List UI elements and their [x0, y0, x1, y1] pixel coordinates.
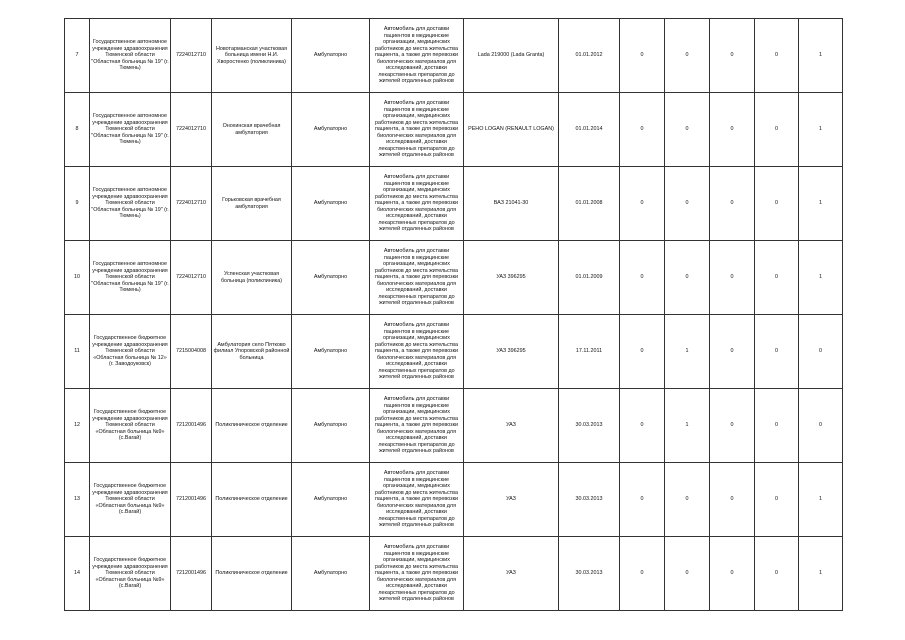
- count-cell-5: 0: [799, 389, 843, 463]
- subdivision-cell: Амбулатория село Пятково филиал Упоровской районной больница: [212, 315, 292, 389]
- inn-cell: 7212001496: [171, 537, 212, 611]
- vehicle-model-cell: ВАЗ 21041-30: [464, 167, 559, 241]
- count-cell-5: 1: [799, 167, 843, 241]
- commission-date-cell: 01.01.2009: [559, 241, 620, 315]
- subdivision-cell: Новотарманская участковая больница имени Н.И. Хворостенко (поликлиника): [212, 19, 292, 93]
- organization-cell: Государственное автономное учреждение здравоохранения Тюменской области "Областная больница № 19" (г. Тюмень): [90, 19, 171, 93]
- count-cell-1: 0: [620, 463, 665, 537]
- inn-cell: 7212001496: [171, 389, 212, 463]
- count-cell-1: 0: [620, 389, 665, 463]
- row-number-cell: 11: [65, 315, 90, 389]
- row-number-cell: 8: [65, 93, 90, 167]
- count-cell-4: 0: [755, 93, 799, 167]
- count-cell-4: 0: [755, 19, 799, 93]
- count-cell-5: 0: [799, 315, 843, 389]
- inn-cell: 7224012710: [171, 19, 212, 93]
- count-cell-1: 0: [620, 19, 665, 93]
- count-cell-3: 0: [710, 19, 755, 93]
- vehicle-purpose-cell: Автомобиль для доставки пациентов в медицинские организации, медицинских работников до места жительства пациента, а также для перевозки биологических материалов для исследований, доставки лекарственных препаратов до жителей отдаленных районов: [370, 167, 464, 241]
- vehicle-purpose-cell: Автомобиль для доставки пациентов в медицинские организации, медицинских работников до места жительства пациента, а также для перевозки биологических материалов для исследований, доставки лекарственных препаратов до жителей отдаленных районов: [370, 19, 464, 93]
- vehicle-registry-table: [64, 18, 843, 611]
- table-body: [65, 19, 843, 611]
- vehicle-model-cell: УАЗ 396295: [464, 241, 559, 315]
- count-cell-1: 0: [620, 93, 665, 167]
- subdivision-cell: Поликлиническое отделение: [212, 389, 292, 463]
- table-row: [65, 167, 843, 241]
- care-type-cell: Амбулаторно: [292, 315, 370, 389]
- vehicle-model-cell: УАЗ: [464, 463, 559, 537]
- care-type-cell: Амбулаторно: [292, 389, 370, 463]
- row-number-cell: 14: [65, 537, 90, 611]
- row-number-cell: 7: [65, 19, 90, 93]
- vehicle-purpose-cell: Автомобиль для доставки пациентов в медицинские организации, медицинских работников до места жительства пациента, а также для перевозки биологических материалов для исследований, доставки лекарственных препаратов до жителей отдаленных районов: [370, 389, 464, 463]
- count-cell-4: 0: [755, 241, 799, 315]
- subdivision-cell: Успенская участковая больница (поликлиника): [212, 241, 292, 315]
- subdivision-cell: Поликлиническое отделение: [212, 537, 292, 611]
- vehicle-model-cell: Lada 219000 (Lada Granta): [464, 19, 559, 93]
- organization-cell: Государственное автономное учреждение здравоохранения Тюменской области "Областная больница № 19" (г. Тюмень): [90, 167, 171, 241]
- row-number-cell: 13: [65, 463, 90, 537]
- table-row: [65, 463, 843, 537]
- count-cell-3: 0: [710, 537, 755, 611]
- inn-cell: 7212001496: [171, 463, 212, 537]
- row-number-cell: 12: [65, 389, 90, 463]
- vehicle-purpose-cell: Автомобиль для доставки пациентов в медицинские организации, медицинских работников до места жительства пациента, а также для перевозки биологических материалов для исследований, доставки лекарственных препаратов до жителей отдаленных районов: [370, 93, 464, 167]
- count-cell-3: 0: [710, 93, 755, 167]
- commission-date-cell: 30.03.2013: [559, 537, 620, 611]
- row-number-cell: 10: [65, 241, 90, 315]
- count-cell-1: 0: [620, 241, 665, 315]
- care-type-cell: Амбулаторно: [292, 537, 370, 611]
- count-cell-2: 0: [665, 167, 710, 241]
- inn-cell: 7224012710: [171, 167, 212, 241]
- inn-cell: 7224012710: [171, 93, 212, 167]
- organization-cell: Государственное бюджетное учреждение здравоохранения Тюменской области «Областная больница № 12» (г. Заводоуковск): [90, 315, 171, 389]
- commission-date-cell: 01.01.2008: [559, 167, 620, 241]
- count-cell-5: 1: [799, 537, 843, 611]
- row-number-cell: 9: [65, 167, 90, 241]
- count-cell-2: 0: [665, 93, 710, 167]
- count-cell-5: 1: [799, 463, 843, 537]
- table-row: [65, 93, 843, 167]
- vehicle-purpose-cell: Автомобиль для доставки пациентов в медицинские организации, медицинских работников до места жительства пациента, а также для перевозки биологических материалов для исследований, доставки лекарственных препаратов до жителей отдаленных районов: [370, 241, 464, 315]
- commission-date-cell: 01.01.2012: [559, 19, 620, 93]
- commission-date-cell: 30.03.2013: [559, 389, 620, 463]
- care-type-cell: Амбулаторно: [292, 93, 370, 167]
- table-row: [65, 19, 843, 93]
- count-cell-3: 0: [710, 463, 755, 537]
- care-type-cell: Амбулаторно: [292, 19, 370, 93]
- organization-cell: Государственное бюджетное учреждение здравоохранения Тюменской области «Областная больница №9» (с.Вагай): [90, 537, 171, 611]
- count-cell-3: 0: [710, 315, 755, 389]
- vehicle-model-cell: УАЗ: [464, 537, 559, 611]
- vehicle-model-cell: УАЗ: [464, 389, 559, 463]
- commission-date-cell: 17.11.2011: [559, 315, 620, 389]
- subdivision-cell: Поликлиническое отделение: [212, 463, 292, 537]
- count-cell-3: 0: [710, 389, 755, 463]
- care-type-cell: Амбулаторно: [292, 167, 370, 241]
- count-cell-5: 1: [799, 93, 843, 167]
- count-cell-2: 0: [665, 463, 710, 537]
- organization-cell: Государственное автономное учреждение здравоохранения Тюменской области "Областная больница № 19" (г. Тюмень): [90, 93, 171, 167]
- count-cell-1: 0: [620, 537, 665, 611]
- vehicle-model-cell: РЕНО LOGAN (RENAULT LOGAN): [464, 93, 559, 167]
- table-row: [65, 389, 843, 463]
- count-cell-1: 0: [620, 167, 665, 241]
- count-cell-5: 1: [799, 241, 843, 315]
- organization-cell: Государственное автономное учреждение здравоохранения Тюменской области "Областная больница № 19" (г. Тюмень): [90, 241, 171, 315]
- commission-date-cell: 01.01.2014: [559, 93, 620, 167]
- count-cell-2: 0: [665, 537, 710, 611]
- inn-cell: 7215004008: [171, 315, 212, 389]
- count-cell-4: 0: [755, 315, 799, 389]
- vehicle-model-cell: УАЗ 396295: [464, 315, 559, 389]
- table-row: [65, 537, 843, 611]
- care-type-cell: Амбулаторно: [292, 241, 370, 315]
- count-cell-3: 0: [710, 167, 755, 241]
- count-cell-2: 1: [665, 315, 710, 389]
- count-cell-1: 0: [620, 315, 665, 389]
- count-cell-4: 0: [755, 167, 799, 241]
- care-type-cell: Амбулаторно: [292, 463, 370, 537]
- count-cell-3: 0: [710, 241, 755, 315]
- subdivision-cell: Онохинская врачебная амбулатория: [212, 93, 292, 167]
- vehicle-purpose-cell: Автомобиль для доставки пациентов в медицинские организации, медицинских работников до места жительства пациента, а также для перевозки биологических материалов для исследований, доставки лекарственных препаратов до жителей отдаленных районов: [370, 315, 464, 389]
- count-cell-2: 0: [665, 241, 710, 315]
- organization-cell: Государственное бюджетное учреждение здравоохранения Тюменской области «Областная больница №9» (с.Вагай): [90, 389, 171, 463]
- count-cell-5: 1: [799, 19, 843, 93]
- count-cell-2: 0: [665, 19, 710, 93]
- commission-date-cell: 30.03.2013: [559, 463, 620, 537]
- vehicle-purpose-cell: Автомобиль для доставки пациентов в медицинские организации, медицинских работников до места жительства пациента, а также для перевозки биологических материалов для исследований, доставки лекарственных препаратов до жителей отдаленных районов: [370, 537, 464, 611]
- count-cell-4: 0: [755, 463, 799, 537]
- count-cell-2: 1: [665, 389, 710, 463]
- subdivision-cell: Горьковская врачебная амбулатория: [212, 167, 292, 241]
- vehicle-purpose-cell: Автомобиль для доставки пациентов в медицинские организации, медицинских работников до места жительства пациента, а также для перевозки биологических материалов для исследований, доставки лекарственных препаратов до жителей отдаленных районов: [370, 463, 464, 537]
- table-row: [65, 241, 843, 315]
- inn-cell: 7224012710: [171, 241, 212, 315]
- count-cell-4: 0: [755, 389, 799, 463]
- table-row: [65, 315, 843, 389]
- organization-cell: Государственное бюджетное учреждение здравоохранения Тюменской области «Областная больница №9» (с.Вагай): [90, 463, 171, 537]
- count-cell-4: 0: [755, 537, 799, 611]
